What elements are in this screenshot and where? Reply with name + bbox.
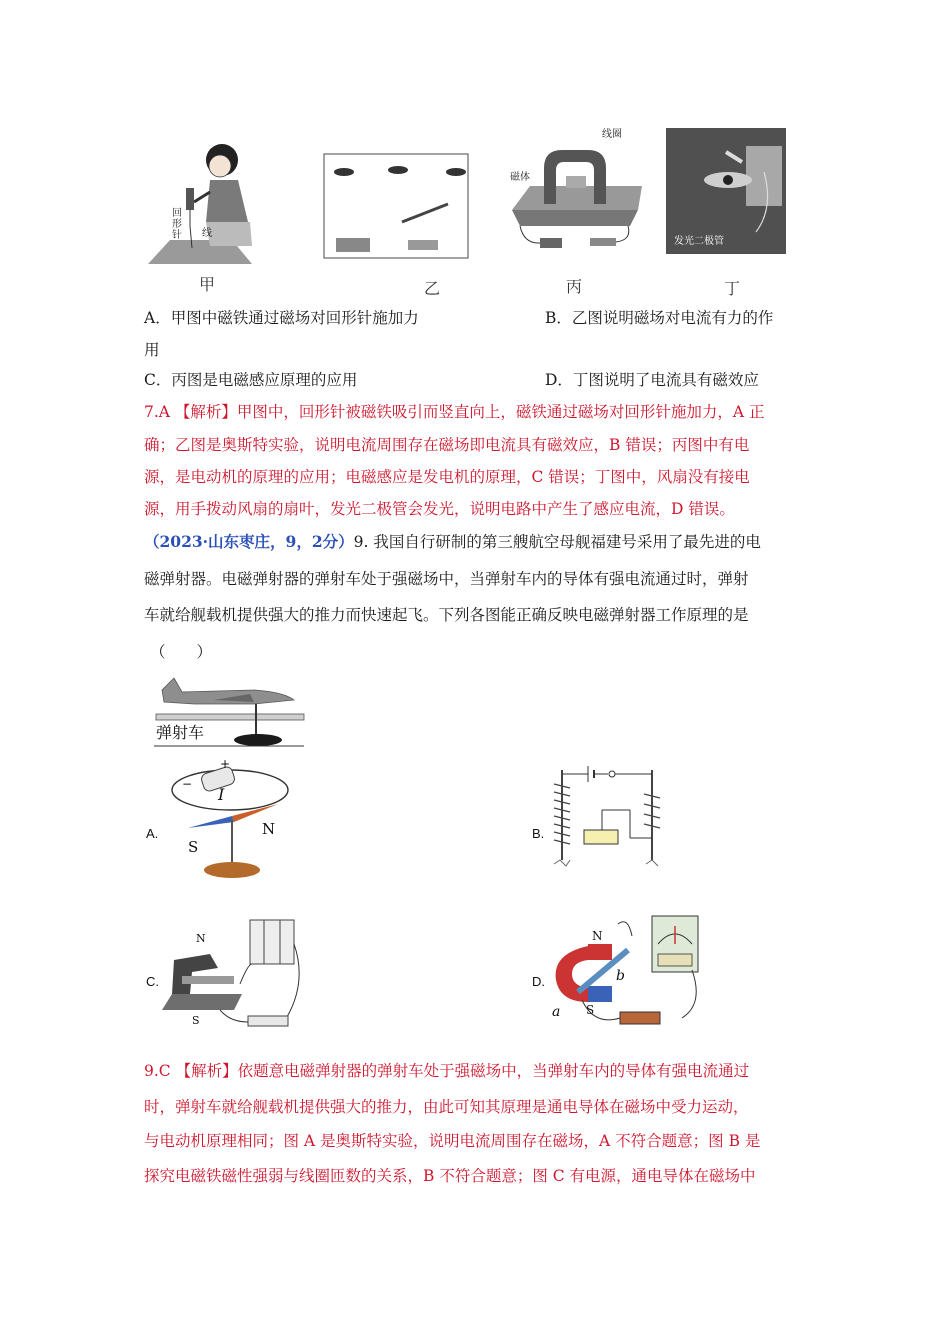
- fig-a-south-label: S: [188, 838, 199, 856]
- fig-a-current-label: I: [218, 785, 225, 804]
- q7-option-b: B．乙图说明磁场对电流有力的作: [545, 309, 774, 327]
- q9-stem-start: 9. 我国自行研制的第三艘航空母舰福建号采用了最先进的电: [353, 533, 761, 551]
- figure-label-ding: 丁: [724, 279, 741, 298]
- jia-label-xing: 形: [172, 219, 182, 230]
- q9-stem-line-2: 磁弹射器。电磁弹射器的弹射车处于强磁场中，当弹射车内的导体有强电流通过时，弹射: [144, 570, 749, 588]
- q9-answer-blank: （ ）: [150, 643, 213, 661]
- q7-answer-line-4: 源，用手拨动风扇的扇叶，发光二极管会发光，说明电路中产生了感应电流，D 错误。: [144, 500, 735, 518]
- oersted-compass-illustration: [160, 758, 310, 882]
- jia-label-zhen: 针: [172, 230, 182, 241]
- fig-d-north-label: N: [592, 929, 603, 943]
- q9-source: （2023·山东枣庄，9，2分）: [144, 532, 354, 551]
- fig-c-south-label: S: [192, 1014, 200, 1027]
- motor-principle-illustration: [510, 128, 642, 254]
- figure-label-jia: 甲: [199, 275, 216, 294]
- jia-label-hui: 回: [172, 208, 182, 219]
- q7-answer-line-1: 7.A 【解析】甲图中，回形针被磁铁吸引而竖直向上，磁铁通过磁场对回形针施加力，A 正: [144, 403, 765, 421]
- q9-answer-line-1: 9.C 【解析】依题意电磁弹射器的弹射车处于强磁场中，当弹射车内的导体有强电流通过: [144, 1062, 750, 1080]
- ding-label-led: 发光二极管: [674, 236, 724, 247]
- girl-magnet-illustration: [140, 136, 288, 268]
- q9-stem-line-3: 车就给舰载机提供强大的推力而快速起飞。下列各图能正确反映电磁弹射器工作原理的是: [144, 606, 749, 624]
- q7-option-c: C．丙图是电磁感应原理的应用: [144, 371, 358, 389]
- q9-option-d-label: D.: [532, 974, 545, 989]
- oersted-experiment-illustration: [322, 150, 472, 262]
- q9-option-b-label: B.: [532, 826, 545, 841]
- fig-d-south-label: S: [586, 1003, 595, 1017]
- jia-label-xian: 线: [202, 228, 212, 239]
- bing-label-magnet: 磁体: [510, 172, 530, 183]
- motor-rails-illustration: [160, 914, 312, 1032]
- figure-bing: [510, 128, 642, 254]
- fan-led-illustration: [666, 128, 786, 254]
- catapult-label: 弹射车: [156, 723, 205, 742]
- fig-d-a-label: a: [552, 1004, 561, 1020]
- fig-d-b-label: b: [616, 968, 625, 984]
- figure-yi: [322, 150, 472, 262]
- fig-c-north-label: N: [196, 932, 206, 945]
- q9-option-c-label: C.: [146, 974, 159, 989]
- q9-answer-line-4: 探究电磁铁磁性强弱与线圈匝数的关系，B 不符合题意；图 C 有电源，通电导体在磁场中: [144, 1167, 756, 1185]
- bing-label-coil: 线圈: [602, 129, 622, 140]
- fig-a-north-label: N: [262, 820, 276, 838]
- figure-label-bing: 丙: [566, 277, 583, 296]
- generator-galvanometer-illustration: [548, 914, 716, 1032]
- q9-option-d-figure: [548, 914, 716, 1032]
- figure-label-yi: 乙: [424, 279, 441, 298]
- q9-answer-line-3: 与电动机原理相同；图 A 是奥斯特实验，说明电流周围存在磁场，A 不符合题意；图 B 是: [144, 1132, 761, 1150]
- fig-a-minus-label: −: [182, 777, 193, 791]
- catapult-figure: [154, 672, 306, 746]
- q7-answer-line-2: 确；乙图是奥斯特实验，说明电流周围存在磁场即电流具有磁效应，B 错误；丙图中有电: [144, 436, 750, 454]
- q9-stem-line-1: [144, 532, 761, 552]
- q7-answer-line-3: 源，是电动机的原理的应用；电磁感应是发电机的原理，C 错误；丁图中，风扇没有接电: [144, 468, 750, 486]
- q7-option-d: D．丁图说明了电流具有磁效应: [545, 371, 759, 389]
- electromagnet-nails-illustration: [548, 764, 668, 880]
- q7-option-a: A．甲图中磁铁通过磁场对回形针施加力: [144, 309, 419, 327]
- q9-option-a-label: A.: [146, 826, 159, 841]
- q9-answer-line-2: 时，弹射车就给舰载机提供强大的推力，由此可知其原理是通电导体在磁场中受力运动，: [144, 1098, 749, 1116]
- q9-option-b-figure: [548, 764, 668, 880]
- fig-a-plus-label: +: [220, 757, 231, 771]
- q9-option-c-figure: [160, 914, 312, 1032]
- q7-option-b-cont: 用: [144, 341, 160, 359]
- jet-catapult-illustration: [154, 672, 306, 746]
- figure-jia: [140, 136, 288, 268]
- q9-option-a-figure: [160, 758, 310, 882]
- figure-ding: [666, 128, 786, 254]
